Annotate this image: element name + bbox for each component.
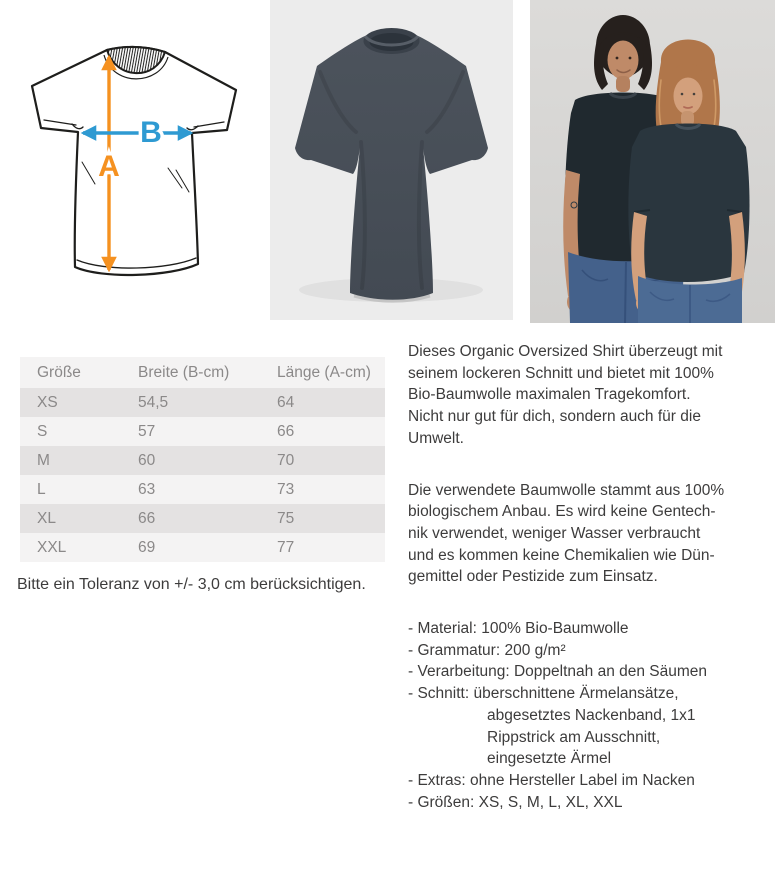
table-row [20,475,385,504]
spec-item: abgesetztes Nackenband, 1x1 [487,706,696,724]
cell-breite: 63 [138,480,156,498]
product-photo [270,0,513,320]
table-row [20,504,385,533]
header-groesse: Größe [37,363,81,381]
cell-breite: 66 [138,509,156,527]
spec-item: - Verarbeitung: Doppeltnah an den Säumen [408,663,708,681]
description-paragraphs [408,341,776,588]
cell-size: S [37,422,48,440]
cell-laenge: 66 [277,422,295,440]
oversized-shirt-photo-illustration [270,0,513,320]
table-row [20,533,385,562]
cell-breite: 54,5 [138,393,169,411]
size-table-body [20,388,385,562]
tshirt-measurement-drawing-icon [10,20,240,310]
table-row [20,417,385,446]
header-laenge: Länge (A-cm) [277,363,371,381]
spec-list [408,618,776,813]
cell-breite: 60 [138,451,156,469]
table-row [20,446,385,475]
cell-size: M [37,451,50,469]
header-breite: Breite (B-cm) [138,363,230,381]
description-paragraph: Dieses Organic Oversized Shirt überzeugt mit seinem lockeren Schnitt und bietet mit 100% Bio-Baumwolle maximalen Tragekomfort. Nicht nur gut für dich, sondern auch für die Umwelt. [408,343,723,447]
cell-size: XXL [37,538,67,556]
diagram-label-b: B [140,116,162,149]
cell-laenge: 64 [277,393,295,411]
spec-item: - Größen: XS, S, M, L, XL, XXL [408,793,623,811]
tolerance-note: Bitte ein Toleranz von +/- 3,0 cm berücksichtigen. [17,576,366,593]
cell-laenge: 77 [277,538,295,556]
cell-breite: 57 [138,422,156,440]
table-row [20,388,385,417]
cell-laenge: 70 [277,451,295,469]
spec-item: Rippstrick am Ausschnitt, [487,728,661,746]
diagram-label-a: A [98,150,120,183]
table-header-row [20,357,385,388]
cell-laenge: 75 [277,509,295,527]
models-photo-illustration [530,0,775,323]
spec-item: - Extras: ohne Hersteller Label im Nacken [408,771,695,789]
size-measurement-diagram [10,20,240,310]
spec-item: - Schnitt: überschnittene Ärmelansätze, [408,685,679,703]
description-section [408,341,776,813]
cell-breite: 69 [138,538,156,556]
cell-laenge: 73 [277,480,295,498]
spec-item: - Grammatur: 200 g/m² [408,641,566,659]
description-paragraph: Die verwendete Baumwolle stammt aus 100% biologischem Anbau. Es wird keine Gentech- nik verwendet, weniger Wasser verbraucht und es kommen keine Chemikalien wie Dün- gemittel oder Pestizide zum Einsatz. [408,481,725,586]
cell-size: XL [37,509,56,527]
spec-item: - Material: 100% Bio-Baumwolle [408,620,629,638]
cell-size: L [37,480,46,498]
models-photo [530,0,775,323]
size-table [20,357,385,562]
spec-item: eingesetzte Ärmel [487,750,612,768]
cell-size: XS [37,393,58,411]
